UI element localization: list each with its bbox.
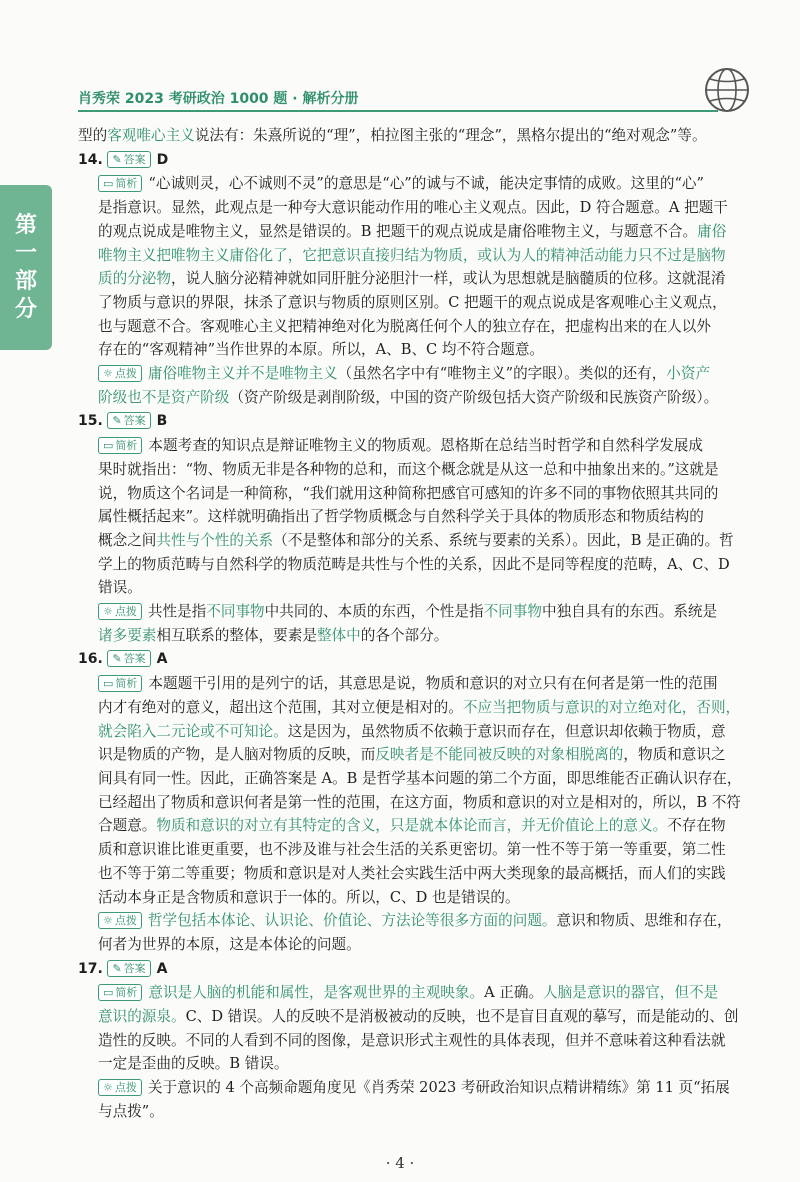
tip-badge: ☼ 点拨	[98, 365, 142, 382]
book-icon: ▭	[103, 986, 114, 1000]
tip-badge: ☼ 点拨	[98, 1079, 142, 1096]
answer-letter: B	[156, 413, 168, 430]
analysis-line: 也不等于第二等重要；物质和意识是对人类社会实践生活中两大类现象的最高概括，而人们的实践	[98, 864, 726, 882]
answer-badge: ✎ 答案	[107, 412, 150, 429]
analysis-line: 间具有同一性。因此，正确答案是 A。B 是哲学基本问题的第二个方面，即思维能否正确认识存在，	[98, 769, 742, 787]
analysis-line: 造性的反映。不同的人看到不同的图像，是意识形式主观性的具体表现，但并不意味着这种看法就	[98, 1031, 726, 1049]
analysis-badge: ▭ 简析	[98, 175, 142, 192]
answer-badge: ✎ 答案	[107, 650, 150, 667]
lightbulb-icon: ☼	[103, 1081, 113, 1095]
analysis-line: 是指意识。显然，此观点是一种夸大意识能动作用的唯心主义观点。因此，D 符合题意。A 把题干	[98, 199, 728, 217]
lightbulb-icon: ☼	[103, 605, 113, 619]
analysis-line: 概念之间共性与个性的关系（不是整体和部分的关系、系统与要素的关系）。因此，B 是正确的。哲	[98, 531, 734, 549]
question-16-heading: 16. ✎ 答案 A	[78, 651, 168, 668]
book-icon: ▭	[103, 439, 114, 453]
analysis-line: 的观点说成是唯物主义，显然是错误的。B 把题干的观点说成是庸俗唯物主义，与题意不合。庸俗	[98, 222, 727, 240]
side-tab-char: 分	[14, 296, 37, 322]
analysis-line: 唯物主义把唯物主义庸俗化了，它把意识直接归结为物质，或认为人的精神活动能力只不过是脑物	[98, 246, 726, 264]
analysis-line: 错误。	[98, 579, 142, 597]
analysis-line: ▭ 简析 意识是人脑的机能和属性，是客观世界的主观映象。A 正确。人脑是意识的器官，但不是	[78, 981, 748, 1005]
analysis-line: 质的分泌物，说人脑分泌精神就如同肝脏分泌胆汁一样，或认为思想就是脑髓质的位移。这就混淆	[98, 270, 726, 288]
page-body	[78, 124, 748, 1124]
analysis-line: 属性概括起来”。这样就明确指出了哲学物质概念与自然科学关于具体的物质形态和物质结构的	[98, 508, 704, 526]
analysis-badge: ▭ 简析	[98, 984, 142, 1001]
book-icon: ▭	[103, 177, 114, 191]
analysis-line: 也与题意不合。客观唯心主义把精神绝对化为脱离任何个人的独立存在，把虚构出来的在人以外	[98, 317, 711, 335]
analysis-line: 果时就指出：“物、物质无非是各种物的总和，而这个概念就是从这一总和中抽象出来的。”这就是	[98, 460, 719, 478]
tip-line: ☼ 点拨 共性是指不同事物中共同的、本质的东西，个性是指不同事物中独自具有的东西。系统是	[78, 600, 748, 624]
analysis-line: 已经超出了物质和意识何者是第一性的范围，在这方面，物质和意识的对立是相对的，所以，B 不符	[98, 793, 741, 811]
question-17-heading: 17. ✎ 答案 A	[78, 960, 168, 977]
tip-badge: ☼ 点拨	[98, 912, 142, 929]
analysis-badge: ▭ 简析	[98, 437, 142, 454]
analysis-line: 就会陷入二元论或不可知论。这是因为，虽然物质不依赖于意识而存在，但意识却依赖于物质，意	[98, 722, 726, 740]
analysis-line: 活动本身正是含物质和意识于一体的。所以，C、D 也是错误的。	[98, 888, 520, 906]
analysis-line: 了物质与意识的界限，抹杀了意识与物质的原则区别。C 把题干的观点说成是客观唯心主义观点，	[98, 293, 727, 311]
side-tab-char: 部	[14, 268, 37, 294]
globe-icon	[703, 66, 751, 114]
header-rule	[78, 110, 718, 112]
tip-line: 与点拨”。	[98, 1102, 164, 1120]
question-15-heading: 15. ✎ 答案 B	[78, 413, 168, 430]
intro-line: 型的客观唯心主义说法有：朱熹所说的“理”，柏拉图主张的“理念”，黑格尔提出的“绝对观念”等。	[78, 127, 707, 144]
question-14-heading: 14. ✎ 答案 D	[78, 151, 169, 168]
tip-badge: ☼ 点拨	[98, 603, 142, 620]
book-icon: ▭	[103, 677, 114, 691]
answer-badge: ✎ 答案	[107, 960, 150, 977]
analysis-line: 意识的源泉。C、D 错误。人的反映不是消极被动的反映，也不是盲目直观的摹写，而是能动的、创	[98, 1008, 739, 1026]
pencil-icon: ✎	[112, 652, 122, 666]
answer-badge: ✎ 答案	[107, 151, 150, 168]
analysis-line: ▭ 简析 “心诚则灵，心不诚则不灵”的意思是“心”的诚与不诚，能决定事情的成败。这里的“心”	[78, 172, 748, 196]
side-tab-char: 第	[14, 212, 37, 238]
analysis-line: 学上的物质范畴与自然科学的物质范畴是共性与个性的关系，因此不是同等程度的范畴，A、C、D	[98, 555, 730, 573]
analysis-line: ▭ 简析 本题考查的知识点是辩证唯物主义的物质观。恩格斯在总结当时哲学和自然科学发展成	[78, 434, 748, 458]
analysis-line: 质和意识谁比谁更重要，也不涉及谁与社会生活的关系更密切。第一性不等于第一等重要，第二性	[98, 841, 726, 859]
pencil-icon: ✎	[112, 152, 122, 166]
analysis-line: 存在的“客观精神”当作世界的本原。所以，A、B、C 均不符合题意。	[98, 341, 545, 359]
analysis-badge: ▭ 简析	[98, 675, 142, 692]
lightbulb-icon: ☼	[103, 367, 113, 381]
pencil-icon: ✎	[112, 961, 122, 975]
lightbulb-icon: ☼	[103, 914, 113, 928]
analysis-line: 合题意。物质和意识的对立有其特定的含义，只是就本体论而言，并无价值论上的意义。不存在物	[98, 817, 726, 835]
tip-line: ☼ 点拨 哲学包括本体论、认识论、价值论、方法论等很多方面的问题。意识和物质、思维和存在，	[78, 909, 748, 933]
answer-letter: D	[156, 151, 169, 168]
pencil-icon: ✎	[112, 414, 122, 428]
tip-line: 阶级也不是资产阶级（资产阶级是剥削阶级，中国的资产阶级包括大资产阶级和民族资产阶级）。	[98, 388, 719, 406]
tip-line: 诸多要素相互联系的整体，要素是整体中的各个部分。	[98, 626, 449, 644]
answer-letter: A	[156, 651, 168, 668]
tip-line: ☼ 点拨 关于意识的 4 个高频命题角度见《肖秀荣 2023 考研政治知识点精讲精练》第 11 页“拓展	[78, 1076, 748, 1100]
analysis-line: 识是物质的产物，是人脑对物质的反映，而反映者是不能同被反映的对象相脱离的，物质和意识之	[98, 746, 726, 764]
page-number: · 4 ·	[385, 1154, 415, 1172]
analysis-line: 一定是歪曲的反映。B 错误。	[98, 1055, 289, 1073]
answer-letter: A	[156, 960, 168, 977]
analysis-line: 内才有绝对的意义，超出这个范围，其对立便是相对的。不应当把物质与意识的对立绝对化，否则，	[98, 698, 741, 716]
analysis-line: 说，物质这个名词是一种简称，“我们就用这种简称把感官可感知的许多不同的事物依照其共同的	[98, 484, 719, 502]
tip-line: ☼ 点拨 庸俗唯物主义并不是唯物主义（虽然名字中有“唯物主义”的字眼）。类似的还有，小资产	[78, 362, 748, 386]
side-tab-char: 一	[14, 240, 37, 266]
part-side-tab	[0, 185, 52, 350]
running-header: 肖秀荣 2023 考研政治 1000 题 · 解析分册	[78, 91, 359, 107]
tip-line: 何者为世界的本原，这是本体论的问题。	[98, 935, 361, 953]
analysis-line: ▭ 简析 本题题干引用的是列宁的话，其意思是说，物质和意识的对立只有在何者是第一性的范围	[78, 672, 748, 696]
